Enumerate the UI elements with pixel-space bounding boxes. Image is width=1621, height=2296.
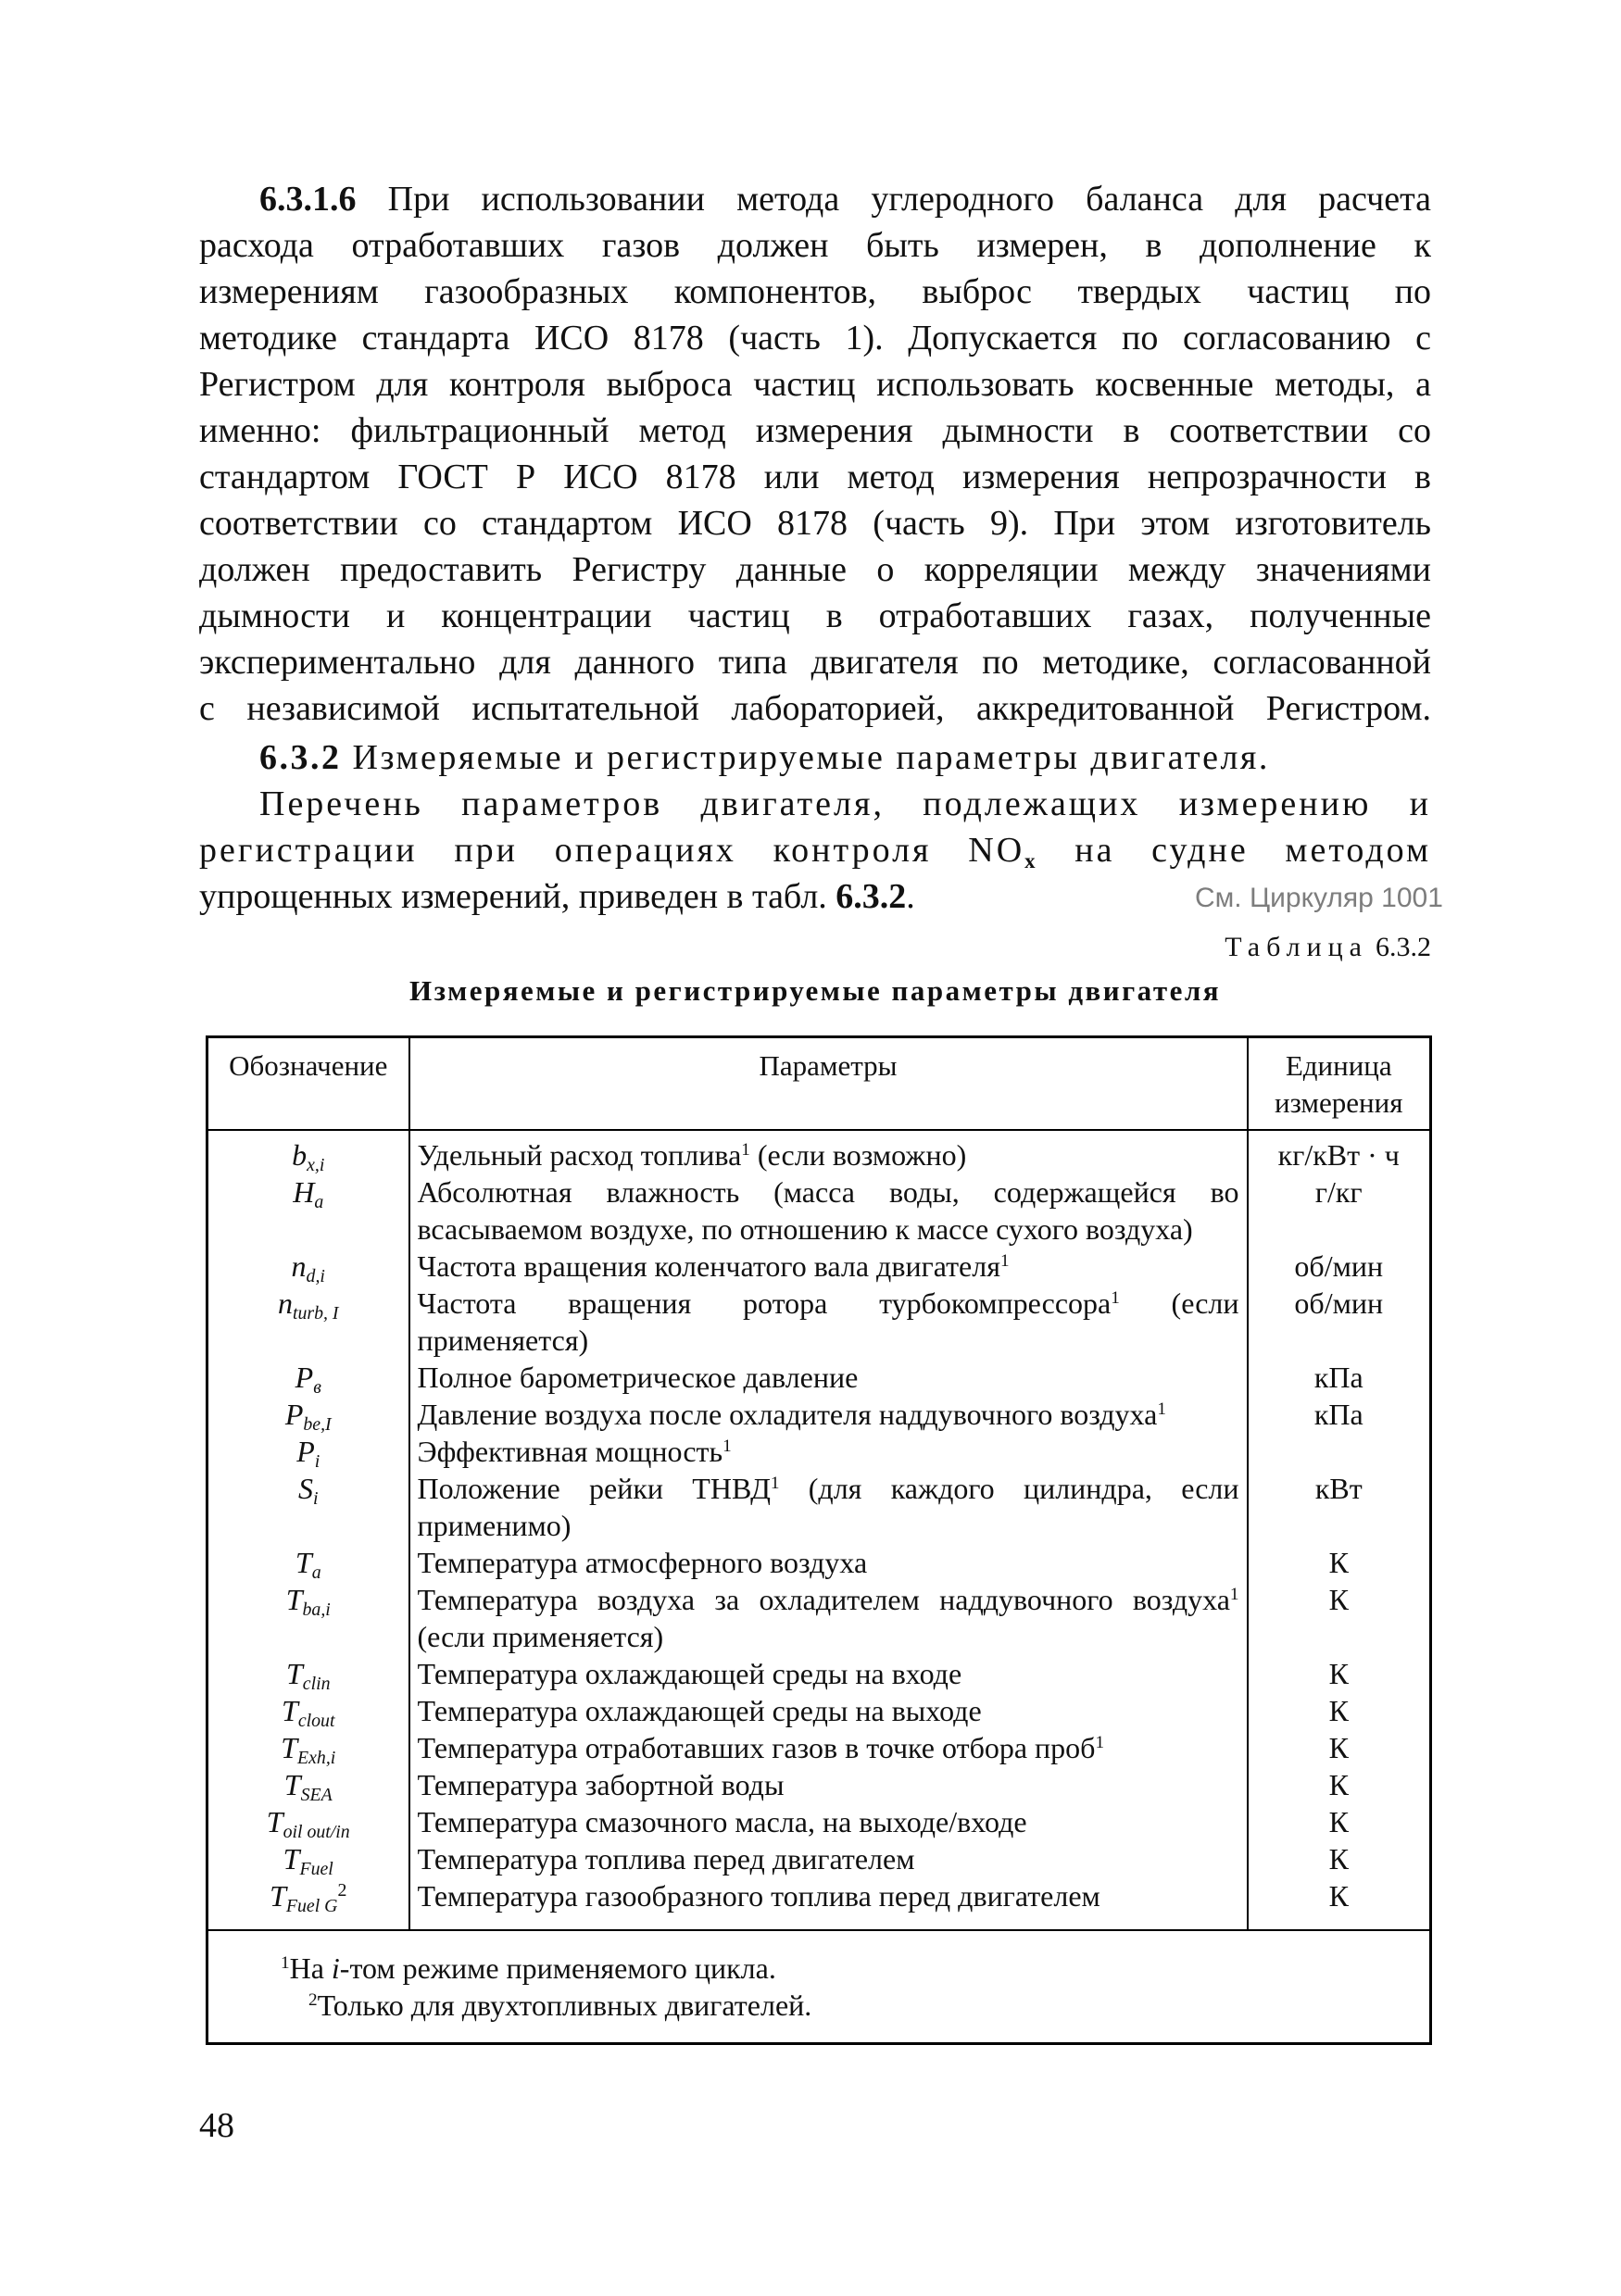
unit-cell: К	[1248, 1877, 1431, 1930]
table-row	[207, 1433, 1431, 1470]
symbol-subscript: SEA	[300, 1784, 333, 1805]
symbol-subscript: clin	[302, 1673, 331, 1694]
table-label	[199, 929, 1431, 966]
parameter-cell	[409, 1359, 1248, 1396]
section-number: 6.3.2	[259, 738, 342, 777]
parameter-cell	[409, 1803, 1248, 1840]
line-text: .	[906, 877, 915, 916]
parameter-cell	[409, 1692, 1248, 1729]
symbol-cell	[207, 1130, 409, 1173]
footnote-mark: 1	[281, 1952, 290, 1973]
paragraph-line: методике стандарта ИСО 8178 (часть 1). Допускается по согласованию с	[199, 319, 1431, 358]
paragraph-line: дымности и концентрации частиц в отработавших газах, полученные	[199, 596, 1431, 635]
symbol-cell	[207, 1470, 409, 1544]
parameter-cell	[409, 1130, 1248, 1173]
symbol-cell	[207, 1433, 409, 1470]
table-reference: 6.3.2	[836, 877, 907, 916]
parameter-line	[418, 1729, 1239, 1766]
symbol-subscript: a	[314, 1191, 324, 1212]
symbol-subscript: x,i	[307, 1154, 325, 1175]
paragraph-line: стандартом ГОСТ Р ИСО 8178 или метод измерения непрозрачности в	[199, 458, 1431, 496]
parameter-cell	[409, 1470, 1248, 1544]
parameter-line: (если применяется)	[417, 1619, 664, 1653]
unit-cell: кПа	[1248, 1359, 1431, 1396]
symbol-base: H	[293, 1174, 315, 1209]
paragraph-line: экспериментально для данного типа двигателя по методике, согласованной	[199, 643, 1431, 682]
parameter-line: Температура забортной воды	[417, 1767, 785, 1801]
table-footnotes	[207, 1930, 1431, 2044]
section-heading-6-3-2	[199, 734, 1431, 781]
table-row	[207, 1766, 1431, 1803]
table-row	[207, 1803, 1431, 1840]
symbol-cell	[207, 1655, 409, 1692]
unit-cell: кПа	[1248, 1396, 1431, 1433]
unit-cell: кг/кВт · ч	[1248, 1130, 1431, 1173]
paragraph-line: именно: фильтрационный метод измерения дымности в соответствии со	[199, 411, 1431, 450]
table-row	[207, 1130, 1431, 1173]
parameter-text: Эффективная мощность	[417, 1434, 723, 1468]
parameter-cell	[409, 1581, 1248, 1655]
unit-cell: К	[1248, 1766, 1431, 1803]
symbol-cell	[207, 1285, 409, 1359]
line-text: регистрации при операциях контроля	[199, 831, 969, 870]
table-row	[207, 1692, 1431, 1729]
symbol-base: n	[291, 1248, 307, 1283]
table-label-number: 6.3.2	[1376, 932, 1431, 962]
paragraph-line	[199, 176, 1431, 222]
parameter-line: применимо)	[417, 1508, 572, 1542]
symbol-subscript: turb, I	[292, 1302, 339, 1324]
table-row	[207, 1581, 1431, 1655]
footnote-italic-index: i	[331, 1951, 340, 1985]
parameter-line: Температура газообразного топлива перед двигателем	[417, 1878, 1100, 1913]
table-row	[207, 1359, 1431, 1396]
circular-annotation: См. Циркуляр 1001	[1195, 883, 1443, 913]
symbol-base: T	[281, 1730, 297, 1764]
unit-cell: К	[1248, 1803, 1431, 1840]
parameter-line: Абсолютная влажность (масса воды, содержащейся во	[417, 1174, 1239, 1209]
parameter-text: (если возможно)	[749, 1137, 967, 1172]
symbol-superscript: 2	[337, 1879, 347, 1901]
symbol-cell	[207, 1766, 409, 1803]
header-parameters: Параметры	[409, 1037, 1248, 1130]
symbol-base: P	[284, 1397, 304, 1431]
nox-symbol: NO	[968, 831, 1025, 870]
symbol-subscript: d,i	[306, 1265, 325, 1286]
symbol-subscript: i	[312, 1487, 319, 1509]
footnote-mark: 1	[1095, 1732, 1105, 1752]
parameter-line	[418, 1470, 1239, 1507]
unit-cell: К	[1248, 1655, 1431, 1692]
symbol-cell	[207, 1692, 409, 1729]
unit-cell: кВт	[1248, 1470, 1431, 1544]
table-row	[207, 1655, 1431, 1692]
parameter-line: всасываемом воздухе, по отношению к массе сухого воздуха)	[417, 1211, 1193, 1246]
unit-cell	[1248, 1433, 1431, 1470]
symbol-subscript: be,I	[303, 1413, 332, 1435]
symbol-cell	[207, 1840, 409, 1877]
footnote-text: На	[289, 1951, 332, 1985]
symbol-base: T	[285, 1656, 303, 1690]
parameter-cell	[409, 1248, 1248, 1285]
table-caption: Измеряемые и регистрируемые параметры двигателя	[408, 974, 1222, 1007]
symbol-subscript: a	[311, 1562, 321, 1583]
symbol-base: P	[296, 1434, 315, 1468]
line-text: упрощенных измерений, приведен в табл.	[199, 877, 836, 916]
symbol-cell	[207, 1803, 409, 1840]
table-row	[207, 1396, 1431, 1433]
unit-cell: об/мин	[1248, 1285, 1431, 1359]
unit-cell: К	[1248, 1581, 1431, 1655]
symbol-base: b	[292, 1137, 308, 1172]
parameter-line: Температура охлаждающей среды на выходе	[417, 1693, 982, 1727]
footnote-1	[208, 1950, 1429, 1987]
parameter-cell	[409, 1877, 1248, 1930]
footnote-2	[208, 1987, 1429, 2024]
symbol-subscript: clout	[297, 1710, 335, 1731]
unit-cell: об/мин	[1248, 1248, 1431, 1285]
table-row	[207, 1285, 1431, 1359]
parameter-text: Удельный расход топлива	[417, 1137, 742, 1172]
parameter-text: Температура воздуха за охладителем наддувочного воздуха	[417, 1582, 1230, 1616]
table-row	[207, 1248, 1431, 1285]
page-number: 48	[199, 2106, 234, 2145]
parameter-text: (если	[1119, 1286, 1239, 1320]
symbol-cell	[207, 1248, 409, 1285]
symbol-subscript: Fuel G	[285, 1895, 338, 1916]
parameter-line	[418, 1433, 1239, 1470]
parameter-line	[418, 1136, 1239, 1173]
parameter-cell	[409, 1766, 1248, 1803]
unit-cell: К	[1248, 1840, 1431, 1877]
parameter-cell	[409, 1840, 1248, 1877]
symbol-cell	[207, 1581, 409, 1655]
footnote-mark: 1	[741, 1139, 750, 1160]
line-text: на судне методом	[1037, 831, 1431, 870]
symbol-cell	[207, 1729, 409, 1766]
parameter-line	[418, 1581, 1239, 1618]
unit-cell: К	[1248, 1729, 1431, 1766]
parameter-text: Частота вращения ротора турбокомпрессора	[417, 1286, 1112, 1320]
symbol-subscript: i	[314, 1450, 320, 1472]
parameter-text: (для каждого цилиндра, если	[779, 1471, 1239, 1505]
paragraph-line: должен предоставить Регистру данные о корреляции между значениями	[199, 550, 1431, 589]
symbol-cell	[207, 1396, 409, 1433]
unit-cell: К	[1248, 1544, 1431, 1581]
symbol-cell	[207, 1359, 409, 1396]
parameter-cell	[409, 1285, 1248, 1359]
paragraph-line	[199, 827, 1431, 873]
symbol-subscript: ba,i	[302, 1599, 331, 1620]
table-row	[207, 1840, 1431, 1877]
parameter-cell	[409, 1173, 1248, 1248]
symbol-cell	[207, 1173, 409, 1248]
symbol-cell	[207, 1544, 409, 1581]
table-label-word: Таблица	[1225, 932, 1368, 962]
footnote-mark: 1	[1229, 1584, 1239, 1604]
table-row	[207, 1173, 1431, 1248]
parameters-table	[206, 1035, 1432, 2045]
table-header-row	[207, 1037, 1431, 1130]
symbol-subscript: в	[313, 1376, 321, 1398]
paragraph-line: Перечень параметров двигателя, подлежащих измерению и	[259, 784, 1431, 823]
footnote-text: Только для двухтопливных двигателей.	[317, 1988, 812, 2022]
line-text: При использовании метода углеродного баланса для расчета	[356, 180, 1431, 219]
parameter-text: Частота вращения коленчатого вала двигателя	[417, 1248, 1000, 1283]
table-footnotes-row	[207, 1930, 1431, 2044]
symbol-base: P	[295, 1360, 314, 1394]
parameter-line: Полное барометрическое давление	[417, 1360, 859, 1394]
footnote-mark: 1	[1157, 1399, 1166, 1419]
parameter-line: Температура охлаждающей среды на входе	[417, 1656, 962, 1690]
symbol-base: T	[295, 1545, 312, 1579]
symbol-base: n	[277, 1286, 293, 1320]
footnote-text: -том режиме применяемого цикла.	[339, 1951, 776, 1985]
symbol-subscript: Exh,i	[297, 1747, 336, 1768]
parameter-line	[418, 1248, 1239, 1285]
parameter-cell	[409, 1729, 1248, 1766]
header-designation: Обозначение	[207, 1037, 409, 1130]
unit-cell: К	[1248, 1692, 1431, 1729]
parameter-cell	[409, 1544, 1248, 1581]
table-row	[207, 1729, 1431, 1766]
parameter-cell	[409, 1396, 1248, 1433]
symbol-cell	[207, 1877, 409, 1930]
symbol-base: S	[297, 1471, 313, 1505]
paragraph-line: соответствии со стандартом ИСО 8178 (часть 9). При этом изготовитель	[199, 504, 1431, 543]
heading-text: Измеряемые и регистрируемые параметры двигателя.	[341, 738, 1270, 777]
symbol-subscript: oil out/in	[283, 1821, 350, 1842]
section-number: 6.3.1.6	[259, 180, 357, 219]
symbol-base: T	[270, 1878, 286, 1913]
symbol-base: T	[283, 1841, 300, 1876]
paragraph-line: Регистром для контроля выброса частиц использовать косвенные методы, а	[199, 365, 1431, 404]
parameter-text: Положение рейки ТНВД	[417, 1471, 771, 1505]
symbol-base: T	[266, 1804, 283, 1838]
symbol-base: T	[285, 1582, 303, 1616]
table-row	[207, 1470, 1431, 1544]
parameter-cell	[409, 1655, 1248, 1692]
unit-cell: г/кг	[1248, 1173, 1431, 1248]
footnote-mark: 1	[999, 1250, 1010, 1271]
table-row	[207, 1544, 1431, 1581]
parameter-line: Температура смазочного масла, на выходе/входе	[417, 1804, 1027, 1838]
symbol-subscript: Fuel	[299, 1858, 333, 1879]
parameter-line	[418, 1285, 1239, 1322]
footnote-mark: 1	[1111, 1287, 1120, 1308]
nox-subscript: x	[1024, 848, 1038, 872]
paragraph-line: измерениям газообразных компонентов, выброс твердых частиц по	[199, 272, 1431, 311]
header-unit: Единица измерения	[1248, 1037, 1431, 1130]
parameter-line	[418, 1396, 1239, 1433]
footnote-mark: 1	[723, 1436, 732, 1456]
footnote-mark: 1	[770, 1473, 780, 1493]
footnote-mark: 2	[308, 1989, 318, 2010]
heading-line	[199, 734, 1431, 781]
parameter-cell	[409, 1433, 1248, 1470]
paragraph-line: с независимой испытательной лабораторией, аккредитованной Регистром.	[199, 689, 1431, 728]
paragraph-6-3-1-6	[199, 176, 1431, 732]
parameter-text: Давление воздуха после охладителя наддувочного воздуха	[417, 1397, 1158, 1431]
parameter-line: Температура топлива перед двигателем	[417, 1841, 915, 1876]
parameter-line: применяется)	[417, 1323, 589, 1357]
symbol-base: T	[283, 1767, 301, 1801]
parameter-text: Температура отработавших газов в точке отбора проб	[417, 1730, 1096, 1764]
paragraph-line: расхода отработавших газов должен быть измерен, в дополнение к	[199, 226, 1431, 265]
symbol-base: T	[282, 1693, 298, 1727]
parameter-line: Температура атмосферного воздуха	[417, 1545, 868, 1579]
table-row	[207, 1877, 1431, 1930]
